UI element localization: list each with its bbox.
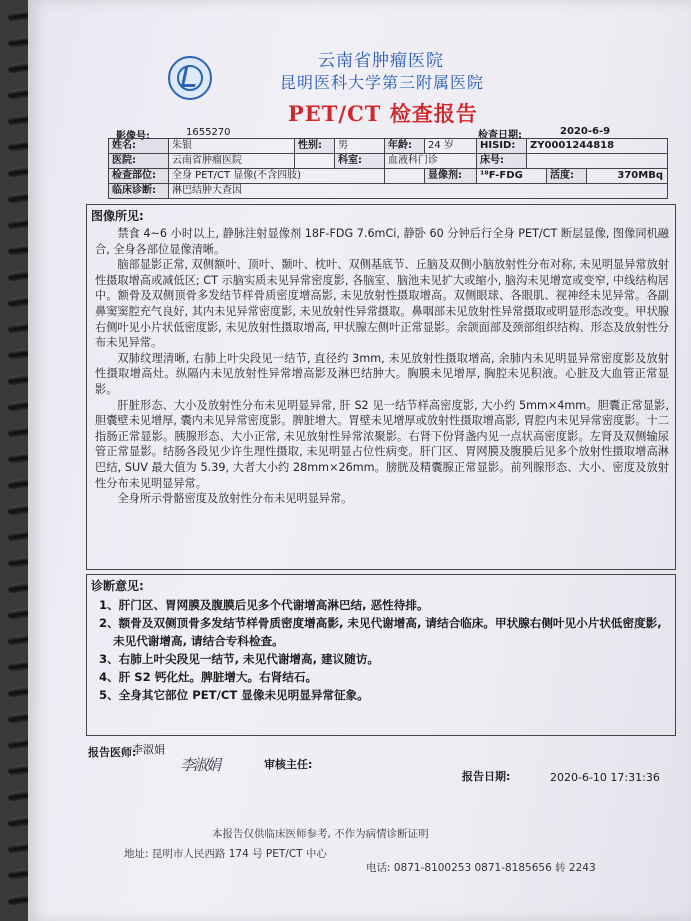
name-label: 姓名: xyxy=(109,139,169,153)
info-row xyxy=(109,138,667,153)
exam-date: 2020-6-9 xyxy=(560,126,611,137)
exam-part: 全身 PET/CT 显像(不含四肢) xyxy=(169,169,385,183)
diagnosis-item: 3、右肺上叶尖段见一结节, 未见代谢增高, 建议随访。 xyxy=(99,652,380,666)
dept-label: 科室: xyxy=(335,154,385,168)
diagnosis-list xyxy=(87,596,675,704)
imaging-agent: ¹⁸F-FDG xyxy=(477,169,547,183)
doctor-label: 报告医师: xyxy=(88,746,137,759)
doctor-name: 李淑娟 xyxy=(132,743,165,756)
findings-heading: 图像所见: xyxy=(91,209,144,223)
hospital-logo xyxy=(168,56,212,100)
findings-paragraph: 禁食 4~6 小时以上, 静脉注射显像剂 18F-FDG 7.6mCi, 静卧 60 分钟后行全身 PET/CT 断层显像, 图像同机融合, 全身各部位显像清晰。 xyxy=(95,227,669,256)
report-date: 2020-6-10 17:31:36 xyxy=(550,771,660,784)
patient-age: 24 岁 xyxy=(425,139,477,153)
findings-section xyxy=(86,204,676,570)
activity-value: 370MBq xyxy=(617,170,663,181)
report-title: PET/CT 检查报告 xyxy=(288,101,478,126)
diagnosis-item: 4、肝 S2 钙化灶。脾脏增大。右肾结石。 xyxy=(99,670,318,684)
sex-label: 性别: xyxy=(295,139,335,153)
diagnosis-section xyxy=(86,574,676,736)
info-row xyxy=(109,168,667,183)
affiliated-hospital-name: 昆明医科大学第三附属医院 xyxy=(280,73,485,92)
diagnosis-item: 2、额骨及双侧顶骨多发结节样骨质密度增高影, 未见代谢增高, 请结合临床。甲状腺右侧叶见小片状低密度影, 未见代谢增高, 请结合专科检查。 xyxy=(99,616,662,648)
diagnosis-item: 1、肝门区、胃网膜及腹膜后见多个代谢增高淋巴结, 恶性待排。 xyxy=(99,598,429,612)
info-row xyxy=(109,183,667,198)
reviewer-label: 审核主任: xyxy=(264,758,313,771)
hisid-label: HISID: xyxy=(477,139,527,153)
footer-disclaimer: 本报告仅供临床医师参考, 不作为病情诊断证明 xyxy=(212,828,429,840)
hospital-name: 云南省肿瘤医院 xyxy=(318,51,444,71)
clinical-diagnosis: 淋巴结肿大查因 xyxy=(172,185,242,196)
diagnosis-heading: 诊断意见: xyxy=(91,579,144,593)
part-label: 检查部位: xyxy=(109,169,169,183)
agent-label: 显像剂: xyxy=(425,169,477,183)
clinical-dx-label: 临床诊断: xyxy=(109,184,169,198)
diagnosis-item: 5、全身其它部位 PET/CT 显像未见明显异常征象。 xyxy=(99,688,369,702)
findings-paragraph: 肝脏形态、大小及放射性分布未见明显异常, 肝 S2 见一结节样高密度影, 大小约 5mm×4mm。胆囊正常显影, 胆囊壁未见增厚, 囊内未见异常密度影。脾脏增大。胃壁未见增厚或放射性摄取增高影, 胃腔内未见异常密度影。十二指肠正常显影。胰腺形态、大小正常, 未见放射性异常浓聚影。右肾下份肾盏内见一点状高密度影。左肾及双侧输尿管正常显影。结肠各段见少许生理性摄取, 未见明显占位性病变。肝门区、胃网膜及腹膜后见多个放射性摄取增高淋巴结, SUV 最大值为 5.39, 大者大小约 28mm×26mm。膀胱及精囊腺正常显影。前列腺形态、大小、密度及放射性分布未见明显异常。 xyxy=(95,398,669,490)
exam-date-label: 检查日期: xyxy=(478,130,522,141)
findings-paragraph: 脑部显影正常, 双侧额叶、顶叶、颞叶、枕叶、双侧基底节、丘脑及双侧小脑放射性分布对称, 未见明显异常放射性摄取增高或减低区; CT 示脑实质未见异常密度影, 各脑室、脑池未见扩大或缩小, 脑沟未见增宽或变窄, 中线结构居中。额骨及双侧顶骨多发结节样骨质密度增高影, 未见放射性摄取增高。双侧眼球、各眼肌、视神经未见异常。各副鼻窦窦腔充气良好, 其内未见异常密度影, 未见放射性异常摄取。鼻咽部未见放射性异常摄取或明显形态改变。甲状腺右侧叶见小片状低密度影, 未见放射性摄取增高, 甲状腺左侧叶正常显影。余颌面部及颈部组织结构、形态及放射性分布未见异常。 xyxy=(95,258,669,350)
footer-address: 地址: 昆明市人民西路 174 号 PET/CT 中心 xyxy=(124,848,327,860)
info-row xyxy=(109,153,667,168)
activity-label: 活度: xyxy=(547,169,587,183)
patient-sex: 男 xyxy=(335,139,385,153)
footer-phone: 电话: 0871-8100253 0871-8185656 转 2243 xyxy=(366,862,596,874)
doctor-signature: 李淑娟 xyxy=(180,756,220,774)
hospital-label: 医院: xyxy=(109,154,169,168)
image-no: 1655270 xyxy=(186,127,231,138)
patient-info-table xyxy=(108,138,668,199)
patient-bed xyxy=(527,154,667,168)
patient-hospital: 云南省肿瘤医院 xyxy=(169,154,295,168)
patient-dept: 血液科门诊 xyxy=(385,154,477,168)
patient-hisid: ZY0001244818 xyxy=(530,140,615,151)
image-no-label: 影像号: xyxy=(116,131,150,142)
report-date-label: 报告日期: xyxy=(462,770,511,783)
findings-paragraph: 双肺纹理清晰, 右肺上叶尖段见一结节, 直径约 3mm, 未见放射性摄取增高, 余肺内未见明显异常密度影及放射性摄取增高灶。纵隔内未见放射性异常增高影及淋巴结肿大。胸膜未见增厚, 胸腔未见积液。心脏及大血管正常显影。 xyxy=(95,351,669,396)
patient-name: 朱银 xyxy=(169,139,295,153)
age-label: 年龄: xyxy=(385,139,425,153)
bed-label: 床号: xyxy=(477,154,527,168)
findings-paragraph: 全身所示骨骼密度及放射性分布未见明显异常。 xyxy=(117,492,353,506)
